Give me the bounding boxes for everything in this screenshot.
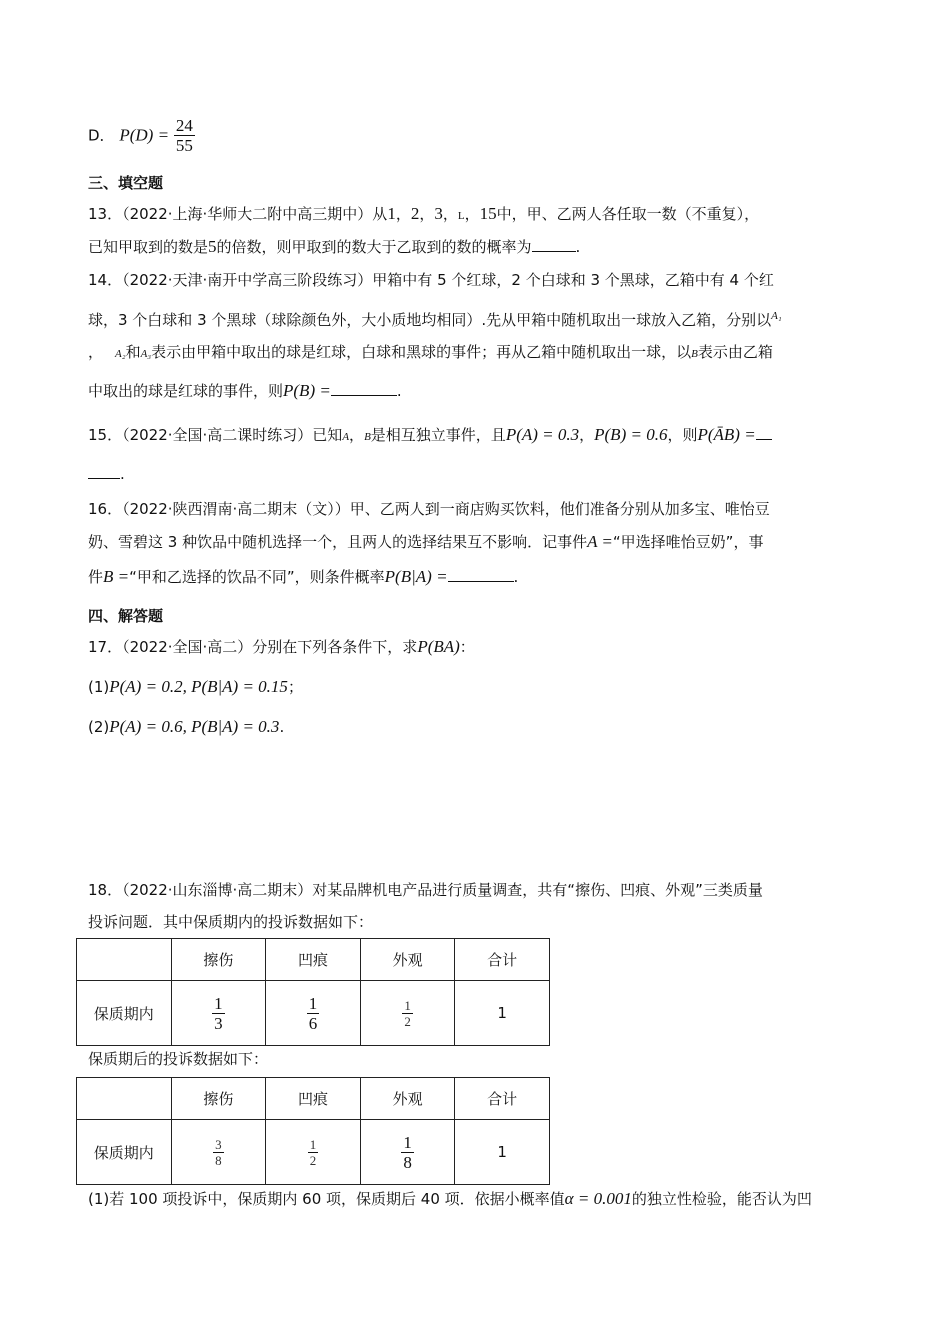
math: B — [364, 431, 371, 443]
text: ， — [419, 205, 435, 223]
text: 中取出的球是红球的事件，则 — [88, 382, 284, 400]
fraction-numerator: 1 — [403, 1132, 412, 1152]
text: “甲和乙选择的饮品不同”，则条件概率 — [129, 568, 385, 586]
header-cell: 凹痕 — [266, 1078, 361, 1120]
math: A₂ — [115, 348, 126, 360]
math: α = 0.001 — [564, 1189, 632, 1208]
table-header-row — [77, 939, 550, 981]
text: ； — [287, 678, 303, 696]
text: ， — [579, 426, 595, 444]
part-label: (2) — [88, 718, 110, 736]
math: A = — [587, 532, 613, 551]
text: 奶、雪碧这 3 种饮品中随机选择一个，且两人的选择结果互不影响．记事件 — [88, 533, 588, 551]
text: 13．（2022·上海·华师大二附中高三期中）从 — [88, 205, 388, 223]
question-18-line-2: 投诉问题．其中保质期内的投诉数据如下： — [88, 913, 374, 931]
row-label-cell: 保质期内 — [77, 981, 172, 1046]
fraction-denominator: 8 — [403, 1152, 412, 1172]
question-13-line-2 — [88, 236, 580, 258]
fraction-numerator: 1 — [309, 1136, 317, 1152]
text: ： — [459, 638, 475, 656]
math: P(B) = 0.6 — [594, 425, 668, 444]
math: A — [342, 431, 350, 443]
text: (1)若 100 项投诉中，保质期内 60 项，保质期后 40 项．依据小概率值 — [88, 1190, 565, 1208]
answer-blank[interactable] — [532, 237, 576, 252]
question-16-line-1: 16．（2022·陕西渭南·高二期末（文））甲、乙两人到一商店购买饮料，他们准备分别从加多宝、唯怡豆 — [88, 500, 770, 518]
math: 2 — [410, 204, 420, 223]
option-d-fraction — [174, 116, 195, 155]
table-row — [77, 1120, 550, 1185]
complaint-table-in-warranty — [76, 938, 550, 1046]
math: P(A) = 0.3 — [505, 425, 580, 444]
text: 件 — [88, 568, 104, 586]
fraction-denominator: 8 — [215, 1152, 222, 1168]
header-cell: 擦伤 — [171, 939, 266, 981]
option-d — [88, 116, 195, 155]
math: P(BA) — [417, 637, 460, 656]
text: . — [279, 718, 285, 736]
question-14-line-3 — [88, 341, 773, 365]
question-15-line-1 — [88, 424, 772, 448]
fraction-numerator: 24 — [175, 116, 193, 135]
header-cell — [77, 1078, 172, 1120]
fraction-denominator: 6 — [308, 1013, 318, 1033]
ellipsis-symbol: L — [457, 210, 465, 222]
math: P(ĀB) = — [697, 425, 756, 444]
total-cell: 1 — [455, 981, 550, 1046]
text: 表示由乙箱 — [697, 343, 773, 361]
text: 球，3 个白球和 3 个黑球（球除颜色外，大小质地均相同）.先从甲箱中随机取出一球放入乙箱，分别以 — [88, 311, 772, 329]
math: P(A) = 0.6, P(B|A) = 0.3 — [109, 717, 280, 736]
text: 中，甲、乙两人各任取一数（不重复）， — [496, 205, 760, 223]
text: ，则 — [667, 426, 698, 444]
answer-blank[interactable] — [448, 567, 514, 582]
math: B = — [103, 567, 130, 586]
header-cell: 凹痕 — [266, 939, 361, 981]
header-cell: 擦伤 — [171, 1078, 266, 1120]
question-14-line-1: 14．（2022·天津·南开中学高三阶段练习）甲箱中有 5 个红球，2 个白球和 3 个黑球，乙箱中有 4 个红 — [88, 271, 774, 289]
question-17-part-2 — [88, 716, 284, 738]
table-row — [77, 981, 550, 1046]
section-title-answer-questions: 四、解答题 — [88, 607, 164, 625]
math: P(A) = 0.2, P(B|A) = 0.15 — [109, 677, 288, 696]
question-17-part-1 — [88, 676, 303, 698]
text: 15．（2022·全国·高二课时练习）已知 — [88, 426, 343, 444]
text: 和 — [125, 343, 141, 361]
math: B — [691, 348, 698, 360]
text: . — [513, 568, 519, 586]
text: 17．（2022·全国·高二）分别在下列各条件下，求 — [88, 638, 418, 656]
text: . — [396, 382, 402, 400]
table-header-row — [77, 1078, 550, 1120]
question-17-line-1 — [88, 636, 475, 658]
fraction-numerator: 1 — [404, 997, 411, 1013]
fraction-cell — [266, 1120, 361, 1185]
fraction-cell — [360, 1120, 455, 1185]
text: 表示由甲箱中取出的球是红球，白球和黑球的事件；再从乙箱中随机取出一球，以 — [151, 343, 692, 361]
complaint-table-after-warranty — [76, 1077, 550, 1185]
text: 是相互独立事件，且 — [370, 426, 506, 444]
fraction-cell — [360, 981, 455, 1046]
option-d-expr: P(D) = — [119, 125, 170, 145]
answer-blank[interactable] — [331, 381, 397, 396]
fraction-numerator: 1 — [308, 993, 318, 1013]
question-14-line-4 — [88, 380, 402, 402]
answer-blank[interactable] — [756, 425, 772, 440]
fraction-denominator: 3 — [214, 1013, 223, 1033]
header-cell: 合计 — [455, 939, 550, 981]
header-cell — [77, 939, 172, 981]
text: 的独立性检验，能否认为凹 — [631, 1190, 812, 1208]
fraction-cell — [171, 981, 266, 1046]
math: P(B|A) = — [384, 567, 448, 586]
text: “甲选择唯怡豆奶”，事 — [612, 533, 764, 551]
math: A₁ — [771, 310, 782, 322]
text: . — [575, 238, 581, 256]
question-18-between-text: 保质期后的投诉数据如下： — [88, 1050, 269, 1068]
question-13-line-1 — [88, 203, 759, 227]
math: 1 — [387, 204, 396, 223]
text: 的倍数，则甲取到的数大于乙取到的数的概率为 — [216, 238, 532, 256]
text: ， — [464, 205, 480, 223]
header-cell: 外观 — [360, 1078, 455, 1120]
fraction-cell — [266, 981, 361, 1046]
part-label: (1) — [88, 678, 110, 696]
option-label: D． — [88, 126, 115, 145]
text: . — [120, 465, 125, 483]
fraction-denominator: 2 — [309, 1152, 317, 1168]
section-title-fill-blank: 三、填空题 — [88, 174, 164, 192]
question-16-line-3 — [88, 566, 518, 588]
header-cell: 外观 — [360, 939, 455, 981]
text: ， — [395, 205, 411, 223]
question-18-line-1: 18．（2022·山东淄博·高二期末）对某品牌机电产品进行质量调查，共有“擦伤、凹痕、外观”三类质量 — [88, 881, 763, 899]
fraction-numerator: 1 — [214, 993, 223, 1013]
math: 3 — [434, 204, 443, 223]
fraction-numerator: 3 — [215, 1136, 222, 1152]
text: ， — [88, 343, 104, 361]
fraction-denominator: 2 — [404, 1013, 411, 1029]
fraction-cell — [171, 1120, 266, 1185]
answer-blank-continued[interactable] — [88, 464, 120, 479]
fraction-denominator: 55 — [175, 136, 193, 155]
question-15-line-2 — [88, 463, 125, 485]
text: ， — [442, 205, 458, 223]
question-18-part-1 — [88, 1188, 812, 1210]
question-14-line-2 — [88, 305, 782, 331]
math: 15 — [479, 204, 497, 223]
math: 5 — [208, 237, 217, 256]
math: P(B) = — [283, 381, 331, 400]
total-cell: 1 — [455, 1120, 550, 1185]
math: A₃ — [140, 348, 152, 360]
question-16-line-2 — [88, 531, 763, 553]
row-label-cell: 保质期内 — [77, 1120, 172, 1185]
header-cell: 合计 — [455, 1078, 550, 1120]
text: 已知甲取到的数是 — [88, 238, 209, 256]
text: ， — [349, 426, 365, 444]
